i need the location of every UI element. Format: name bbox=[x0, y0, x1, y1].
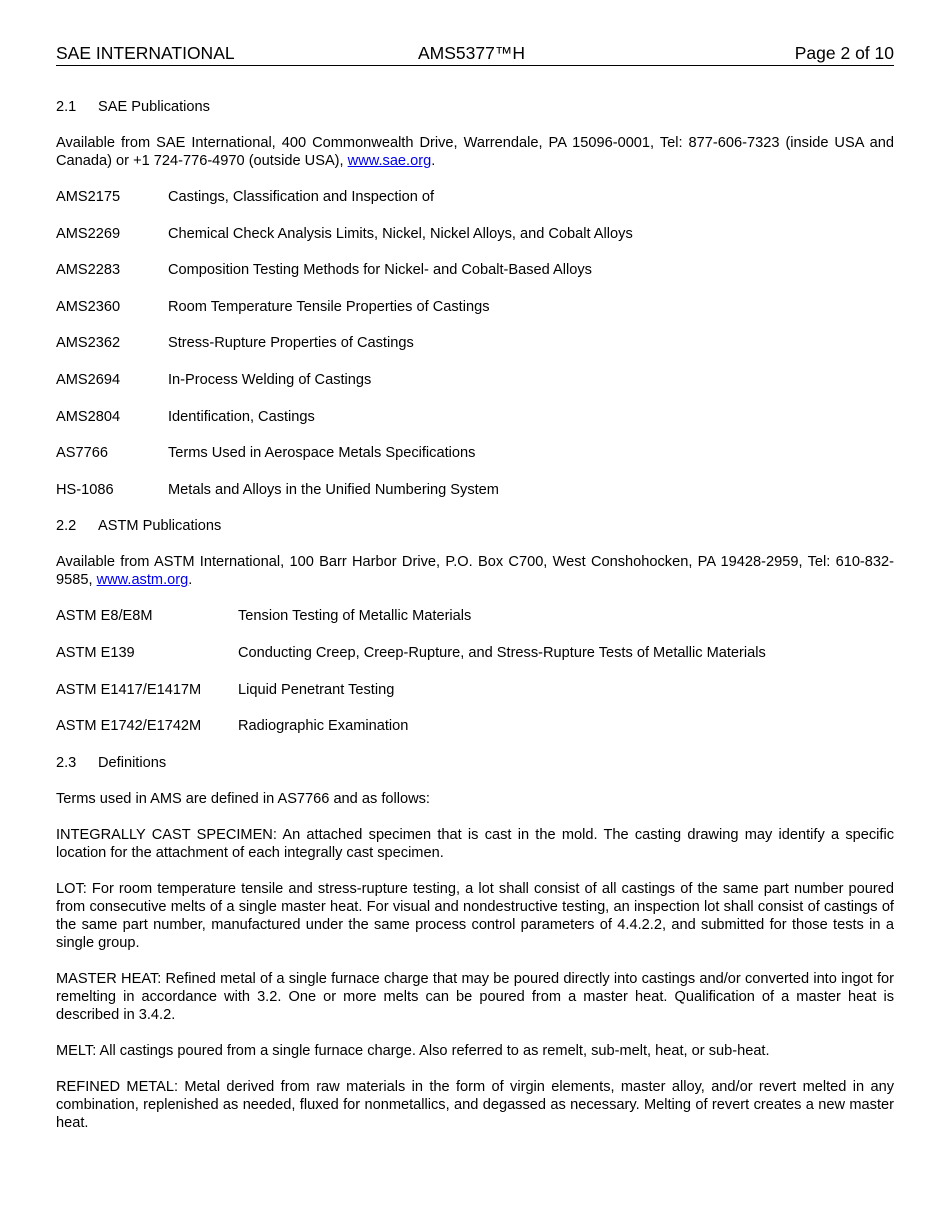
sae-availability: Available from SAE International, 400 Commonwealth Drive, Warrendale, PA 15096-0001, Tel: 877-606-7323 (inside USA and Canada) or +1 724-776-4970 (outside USA), www.sae.org. bbox=[56, 135, 894, 169]
definition-paragraph: REFINED METAL: Metal derived from raw materials in the form of virgin elements, master alloy, and/or revert melted in any combination, replenished as needed, fluxed for nonmetallics, and degassed as necessary. Melting of revert creates a new master heat. bbox=[56, 1078, 894, 1131]
sae-link[interactable]: www.sae.org bbox=[347, 153, 432, 169]
definitions-intro: Terms used in AMS are defined in AS7766 and as follows: bbox=[56, 790, 430, 807]
reference-row: HS-1086 Metals and Alloys in the Unified Numbering System bbox=[56, 481, 499, 498]
reference-row: AMS2283 Composition Testing Methods for Nickel- and Cobalt-Based Alloys bbox=[56, 262, 592, 279]
reference-row: AS7766 Terms Used in Aerospace Metals Specifications bbox=[56, 445, 476, 462]
astm-link[interactable]: www.astm.org bbox=[96, 572, 189, 589]
section-number: 2.1 bbox=[56, 99, 77, 115]
definition-paragraph: MELT: All castings poured from a single furnace charge. Also referred to as remelt, sub-melt, heat, or sub-heat. bbox=[56, 1042, 770, 1059]
section-heading-sae bbox=[56, 98, 894, 116]
reference-row: AMS2175 Castings, Classification and Inspection of bbox=[56, 189, 435, 205]
document-body bbox=[56, 98, 894, 1150]
reference-row: AMS2804 Identification, Castings bbox=[56, 408, 315, 425]
page-header bbox=[56, 43, 894, 66]
reference-row: ASTM E1417/E1417M Liquid Penetrant Testing bbox=[56, 681, 395, 698]
definition-paragraph: INTEGRALLY CAST SPECIMEN: An attached specimen that is cast in the mold. The casting drawing may identify a specific location for the attachment of each integrally cast specimen. bbox=[56, 826, 894, 861]
reference-row: AMS2360 Room Temperature Tensile Properties of Castings bbox=[56, 298, 490, 315]
header-page-number: Page 2 of 10 bbox=[794, 43, 894, 63]
reference-row: AMS2269 Chemical Check Analysis Limits, Nickel, Nickel Alloys, and Cobalt Alloys bbox=[56, 225, 633, 242]
section-title: Definitions bbox=[98, 754, 167, 771]
reference-row: ASTM E8/E8M Tension Testing of Metallic Materials bbox=[56, 608, 472, 625]
section-heading-astm bbox=[56, 517, 894, 535]
section-heading-definitions bbox=[56, 754, 894, 772]
reference-row: AMS2694 In-Process Welding of Castings bbox=[56, 371, 372, 388]
astm-availability: Available from ASTM International, 100 Barr Harbor Drive, P.O. Box C700, West Conshohocken, PA 19428-2959, Tel: 610-832-9585, www.astm.org. bbox=[56, 554, 894, 589]
header-doc-id: AMS5377™H bbox=[418, 43, 525, 63]
definition-paragraph: MASTER HEAT: Refined metal of a single furnace charge that may be poured directly into castings and/or converted into ingot for remelting in accordance with 3.2. One or more melts can be poured from a master heat. Qualification of a master heat is described in 3.4.2. bbox=[56, 970, 894, 1023]
reference-row: ASTM E1742/E1742M Radiographic Examination bbox=[56, 718, 409, 735]
section-number: 2.3 bbox=[56, 754, 77, 771]
section-title: ASTM Publications bbox=[98, 518, 222, 535]
reference-row: ASTM E139 Conducting Creep, Creep-Rupture, and Stress-Rupture Tests of Metallic Materials bbox=[56, 644, 766, 661]
section-title: SAE Publications bbox=[98, 99, 210, 115]
section-number: 2.2 bbox=[56, 518, 77, 535]
definition-paragraph: LOT: For room temperature tensile and stress-rupture testing, a lot shall consist of all castings of the same part number poured from consecutive melts of a single master heat. For visual and nondestructive testing, an inspection lot shall consist of castings of the same part number, manufactured under the same process control parameters of 4.4.2.2, and submitted for those tests in a single group. bbox=[56, 880, 894, 951]
header-org: SAE INTERNATIONAL bbox=[56, 43, 235, 63]
reference-row: AMS2362 Stress-Rupture Properties of Castings bbox=[56, 335, 414, 352]
